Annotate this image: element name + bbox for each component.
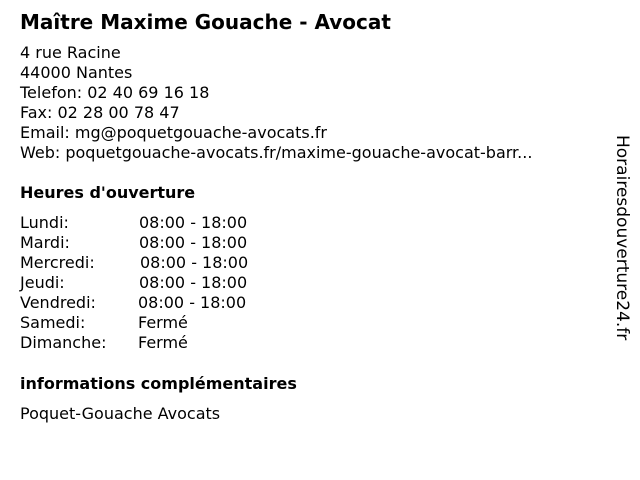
day-label: Jeudi: [20, 273, 65, 292]
time-value: Fermé [138, 313, 188, 332]
time-value: 08:00 - 18:00 [139, 213, 248, 232]
phone-number: Telefon: 02 40 69 16 18 [20, 83, 210, 102]
hours-row-monday [20, 213, 320, 233]
day-label: Vendredi: [20, 293, 96, 312]
info-heading: informations complémentaires [20, 374, 297, 393]
fax-number: Fax: 02 28 00 78 47 [20, 103, 180, 122]
time-value: 08:00 - 18:00 [139, 273, 248, 292]
opening-hours-table [20, 213, 320, 353]
day-label: Mardi: [20, 233, 70, 252]
time-value: Fermé [138, 333, 188, 352]
hours-row-sunday [20, 333, 320, 353]
hours-row-saturday [20, 313, 320, 333]
hours-heading: Heures d'ouverture [20, 183, 196, 202]
day-label: Dimanche: [20, 333, 107, 352]
day-label: Mercredi: [20, 253, 95, 272]
time-value: 08:00 - 18:00 [139, 233, 248, 252]
time-value: 08:00 - 18:00 [138, 293, 247, 312]
address-city: 44000 Nantes [20, 63, 133, 82]
time-value: 08:00 - 18:00 [140, 253, 249, 272]
page-title: Maître Maxime Gouache - Avocat [20, 10, 391, 34]
hours-row-wednesday [20, 253, 320, 273]
contact-block [20, 43, 532, 163]
hours-row-thursday [20, 273, 320, 293]
brand-watermark: Horairesdouverture24.fr [612, 135, 632, 341]
info-text: Poquet-Gouache Avocats [20, 404, 221, 423]
day-label: Samedi: [20, 313, 86, 332]
hours-row-friday [20, 293, 320, 313]
website-url: Web: poquetgouache-avocats.fr/maxime-gouache-avocat-barr... [20, 143, 533, 162]
address-street: 4 rue Racine [20, 43, 121, 62]
email-address: Email: mg@poquetgouache-avocats.fr [20, 123, 327, 142]
day-label: Lundi: [20, 213, 69, 232]
hours-row-tuesday [20, 233, 320, 253]
